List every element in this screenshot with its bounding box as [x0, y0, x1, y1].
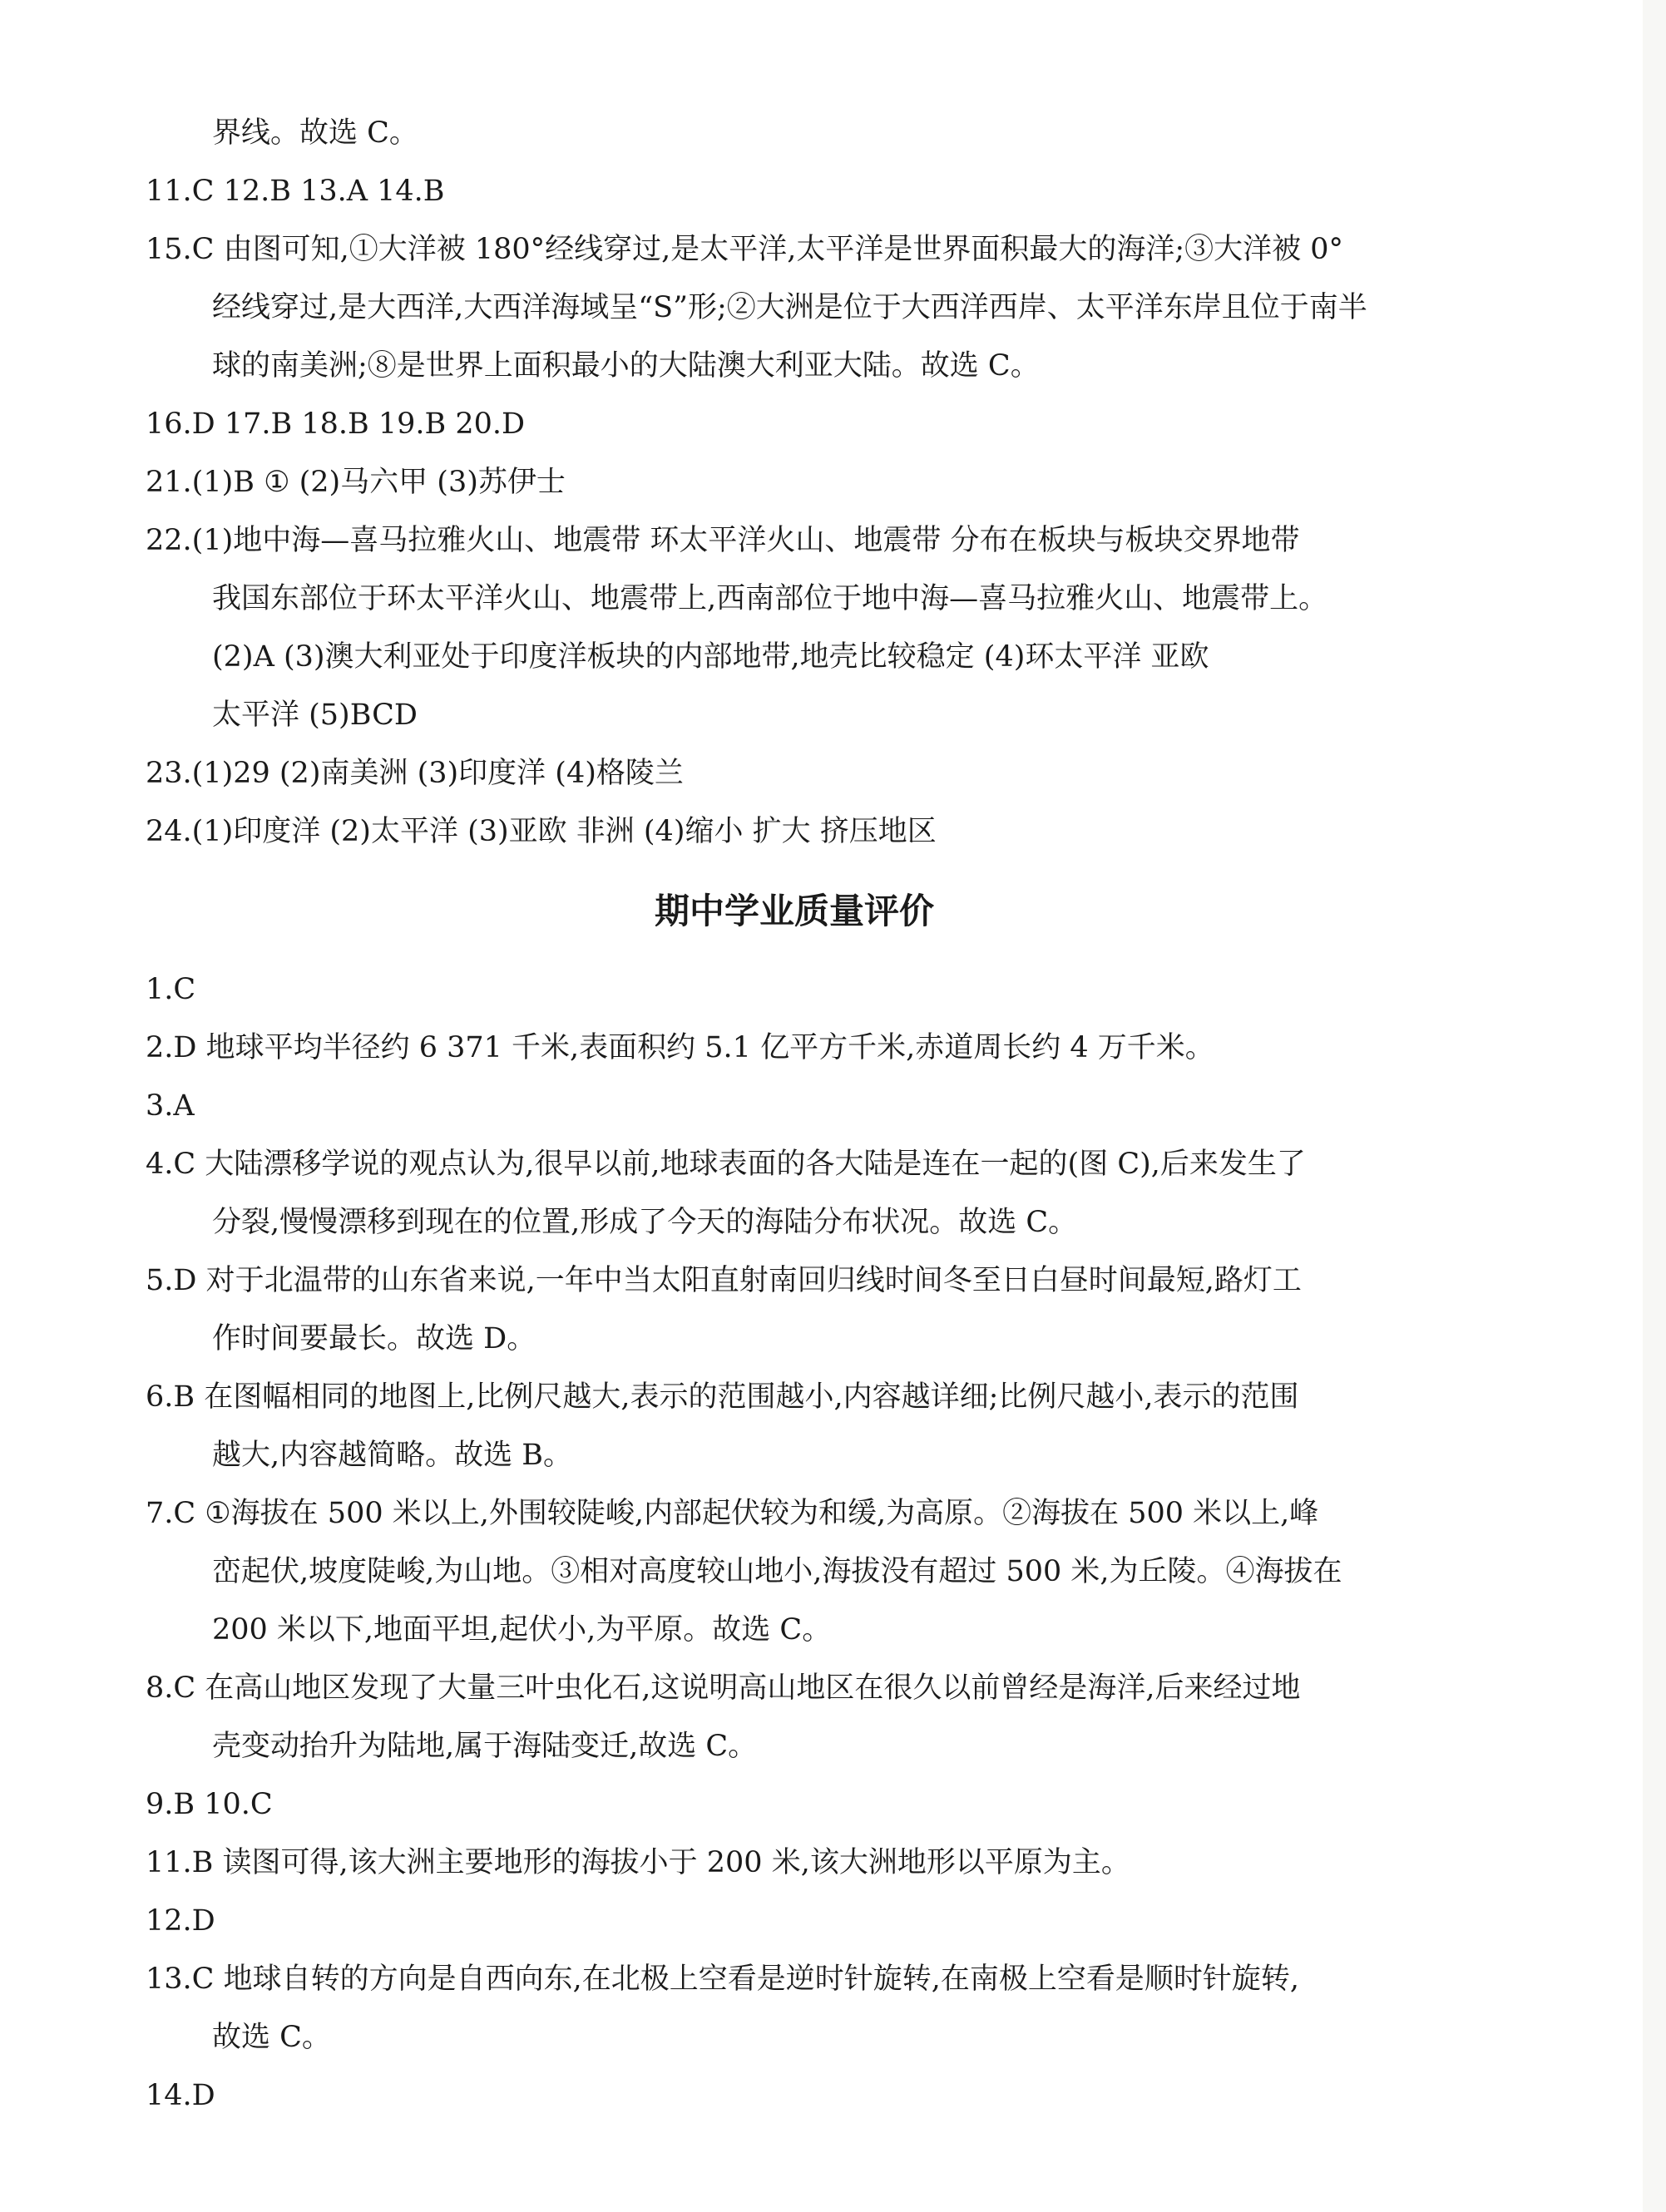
answer-line: 越大,内容越简略。故选 B。 — [212, 1439, 572, 1472]
answer-line: 2.D 地球平均半径约 6 371 千米,表面积约 5.1 亿平方千米,赤道周长约 4 万千米。 — [146, 1031, 1214, 1064]
answer-line: 21.(1)B ① (2)马六甲 (3)苏伊士 — [146, 466, 566, 499]
answer-line: 壳变动抬升为陆地,属于海陆变迁,故选 C。 — [212, 1730, 758, 1763]
answer-line: 我国东部位于环太平洋火山、地震带上,西南部位于地中海—喜马拉雅火山、地震带上。 — [212, 582, 1328, 615]
answer-line: 7.C ①海拔在 500 米以上,外围较陡峻,内部起伏较为和缓,为高原。②海拔在 500 米以上,峰 — [146, 1497, 1319, 1530]
answer-line: 6.B 在图幅相同的地图上,比例尺越大,表示的范围越小,内容越详细;比例尺越小,表示的范围 — [146, 1380, 1299, 1414]
answer-line: 9.B 10.C — [146, 1788, 273, 1821]
answer-line: 200 米以下,地面平坦,起伏小,为平原。故选 C。 — [212, 1613, 832, 1647]
answer-line: 分裂,慢慢漂移到现在的位置,形成了今天的海陆分布状况。故选 C。 — [212, 1206, 1078, 1239]
answer-line: 24.(1)印度洋 (2)太平洋 (3)亚欧 非洲 (4)缩小 扩大 挤压地区 — [146, 815, 937, 848]
answer-line: 15.C 由图可知,①大洋被 180°经线穿过,是太平洋,太平洋是世界面积最大的海洋;③大洋被 0° — [146, 233, 1344, 266]
answer-line: 峦起伏,坡度陡峻,为山地。③相对高度较山地小,海拔没有超过 500 米,为丘陵。④海拔在 — [212, 1555, 1342, 1588]
answer-line: 1.C — [146, 973, 196, 1006]
answer-line: 5.D 对于北温带的山东省来说,一年中当太阳直射南回归线时间冬至日白昼时间最短,路灯工 — [146, 1264, 1302, 1297]
section-title: 期中学业质量评价 — [654, 891, 934, 931]
answer-line: 23.(1)29 (2)南美洲 (3)印度洋 (4)格陵兰 — [146, 757, 684, 790]
answer-line: 14.D — [146, 2079, 215, 2112]
answer-line: 界线。故选 C。 — [212, 116, 418, 150]
answer-line: 球的南美洲;⑧是世界上面积最小的大陆澳大利亚大陆。故选 C。 — [212, 349, 1040, 383]
answer-content — [146, 104, 1443, 2125]
answer-line: 太平洋 (5)BCD — [212, 699, 418, 732]
answer-line: 22.(1)地中海—喜马拉雅火山、地震带 环太平洋火山、地震带 分布在板块与板块交界地带 — [146, 524, 1300, 557]
answer-line: 13.C 地球自转的方向是自西向东,在北极上空看是逆时针旋转,在南极上空看是顺时针旋转, — [146, 1963, 1299, 1996]
answer-line: 3.A — [146, 1089, 195, 1123]
answer-line: 经线穿过,是大西洋,大西洋海域呈“S”形;②大洲是位于大西洋西岸、太平洋东岸且位于南半 — [212, 291, 1367, 324]
answer-line: 11.B 读图可得,该大洲主要地形的海拔小于 200 米,该大洲地形以平原为主。 — [146, 1846, 1130, 1879]
answers-section-1 — [146, 104, 1443, 861]
answer-line: 11.C 12.B 13.A 14.B — [146, 175, 445, 208]
answer-line: (2)A (3)澳大利亚处于印度洋板块的内部地带,地壳比较稳定 (4)环太平洋 亚欧 — [212, 640, 1209, 674]
answers-section-2 — [146, 960, 1443, 2125]
answer-line: 8.C 在高山地区发现了大量三叶虫化石,这说明高山地区在很久以前曾经是海洋,后来经过地 — [146, 1671, 1301, 1705]
answer-line: 12.D — [146, 1904, 215, 1938]
answer-line: 16.D 17.B 18.B 19.B 20.D — [146, 407, 526, 441]
answer-line: 4.C 大陆漂移学说的观点认为,很早以前,地球表面的各大陆是连在一起的(图 C),后来发生了 — [146, 1148, 1306, 1181]
answer-line: 作时间要最长。故选 D。 — [212, 1322, 536, 1355]
answer-line: 故选 C。 — [212, 2021, 331, 2054]
